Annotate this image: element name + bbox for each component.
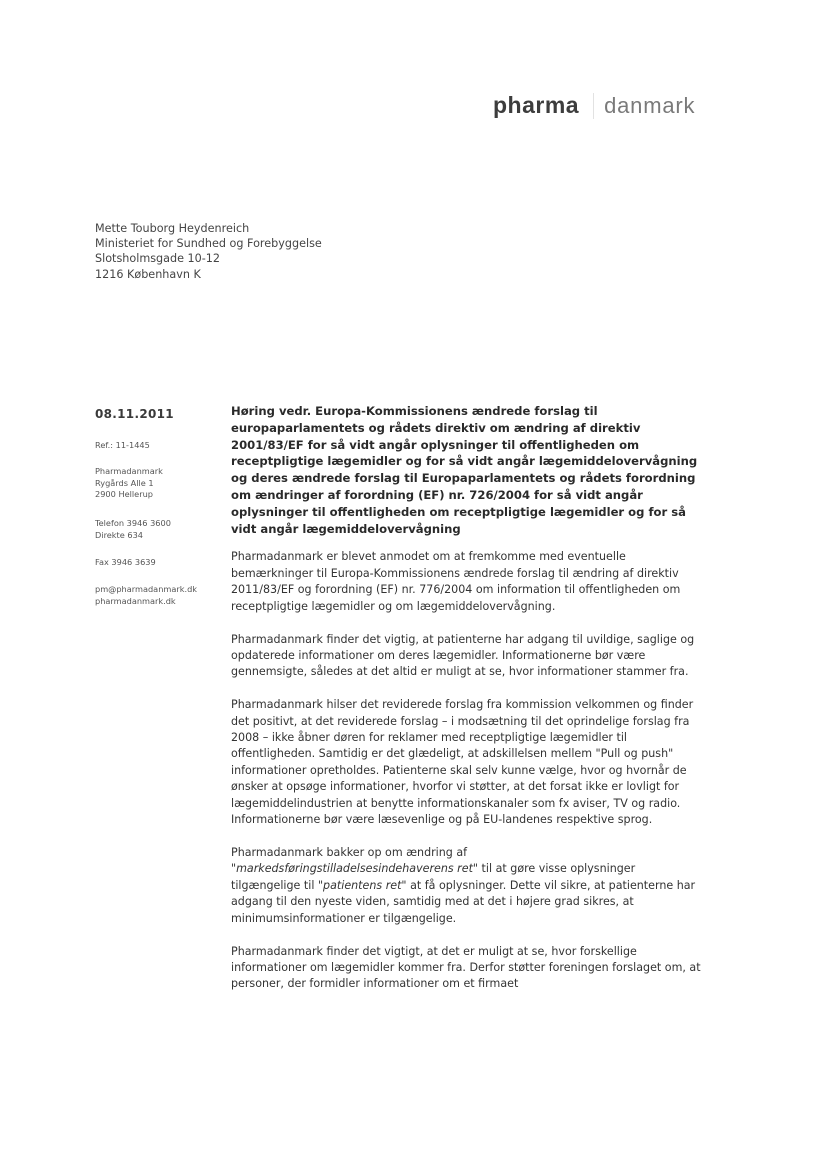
- letter-subject: Høring vedr. Europa-Kommissionens ændrede forslag til europaparlamentets og rådets direktiv om ændring af direktiv 2001/83/EF for så vidt angår oplysninger til offentligheden om receptpligtige lægemidler og for så vidt angår lægemiddelovervågning og deres ændrede forslag til Europaparlamentets og rådets forordning om ændringer af forordning (EF) nr. 726/2004 for så vidt angår oplysninger til offentligheden om receptpligtige lægemidler og for så vidt angår lægemiddelovervågning: [231, 404, 698, 536]
- email-link[interactable]: pm@pharmadanmark.dk: [95, 584, 198, 594]
- reference-text: Ref.: 11-1445: [95, 440, 150, 450]
- phone-main: Telefon 3946 3600: [95, 518, 171, 528]
- logo-text-light: danmark: [604, 93, 696, 118]
- logo-divider: [593, 93, 594, 119]
- recipient-street: Slotsholmsgade 10-12: [95, 252, 221, 266]
- phone-direct: Direkte 634: [95, 529, 144, 540]
- paragraph-5: Pharmadanmark finder det vigtigt, at det er muligt at se, hvor forskellige informationer om lægemidler kommer fra. Derfor støtter foreningen forslaget om, at personer, der formidler informationer om et firmaet: [231, 944, 701, 991]
- fax-number: Fax 3946 3639: [95, 557, 156, 567]
- recipient-address: [95, 221, 322, 282]
- paragraph-3: Pharmadanmark hilser det reviderede forslag fra kommission velkommen og finder det positivt, at det reviderede forslag – i modsætning til det oprindelige forslag fra 2008 – ikke åbner døren for reklamer med receptpligtige lægemidler til offentligheden. Samtidig er det glædeligt, at adskillelsen mellem "Pull og push" informationer opretholdes. Patienterne skal selv kunne vælge, hvor og hvornår de ønsker at opsøge informationer, hvorfor vi støtter, at det forsat ikke er lovligt for lægemiddelindustrien at benytte informationskanaler som fx aviser, TV og radio. Informationerne bør være læsevenlige og på EU-landenes respektive sprog.: [231, 698, 694, 827]
- paragraph-2: Pharmadanmark finder det vigtig, at patienterne har adgang til uvildige, saglige og opdaterede informationer om deres lægemidler. Informationerne bør være gennemsigte, således at det altid er muligt at se, hvor informationer stammer fra.: [231, 632, 695, 679]
- sender-street: Rygårds Alle 1: [95, 477, 154, 488]
- recipient-city: 1216 København K: [95, 267, 201, 281]
- recipient-name: Mette Touborg Heydenreich: [95, 222, 250, 235]
- sender-fax: [95, 557, 156, 569]
- sender-address: [95, 466, 163, 501]
- paragraph-4-term-2: "patientens ret": [317, 878, 407, 892]
- sender-name: Pharmadanmark: [95, 466, 163, 476]
- letter-body: [231, 403, 701, 1009]
- pharmadanmark-logo: [493, 92, 695, 119]
- paragraph-4: [231, 845, 701, 927]
- recipient-organization: Ministeriet for Sundhed og Forebyggelse: [95, 237, 322, 251]
- sender-contact: [95, 584, 197, 607]
- website-link[interactable]: pharmadanmark.dk: [95, 595, 176, 606]
- paragraph-4-end: at få oplysninger. Dette vil sikre, at patienterne har adgang til den nyeste viden, samtidig med at det i højere grad sikres, at minimumsinformationer er tilgængelige.: [231, 878, 696, 925]
- paragraph-1: Pharmadanmark er blevet anmodet om at fremkomme med eventuelle bemærkninger til Europa-Kommissionens ændrede forslag til ændring af direktiv 2011/83/EF og forordning (EF) nr. 776/2004 om information til offentligheden om receptpligtige lægemidler og om lægemiddelovervågning.: [231, 550, 681, 613]
- paragraph-4-term-1: "markedsføringstilladelsesindehaverens ret": [231, 862, 479, 876]
- sender-phone: [95, 518, 171, 541]
- sender-city: 2900 Hellerup: [95, 489, 153, 499]
- logo-text-bold: pharma: [493, 92, 580, 118]
- letter-date: 08.11.2011: [95, 407, 174, 421]
- reference-number: [95, 440, 150, 452]
- paragraph-4-intro: Pharmadanmark bakker op om ændring af: [231, 845, 468, 859]
- paragraph-4-mid: til at gøre visse oplysninger tilgængelige til: [231, 862, 636, 892]
